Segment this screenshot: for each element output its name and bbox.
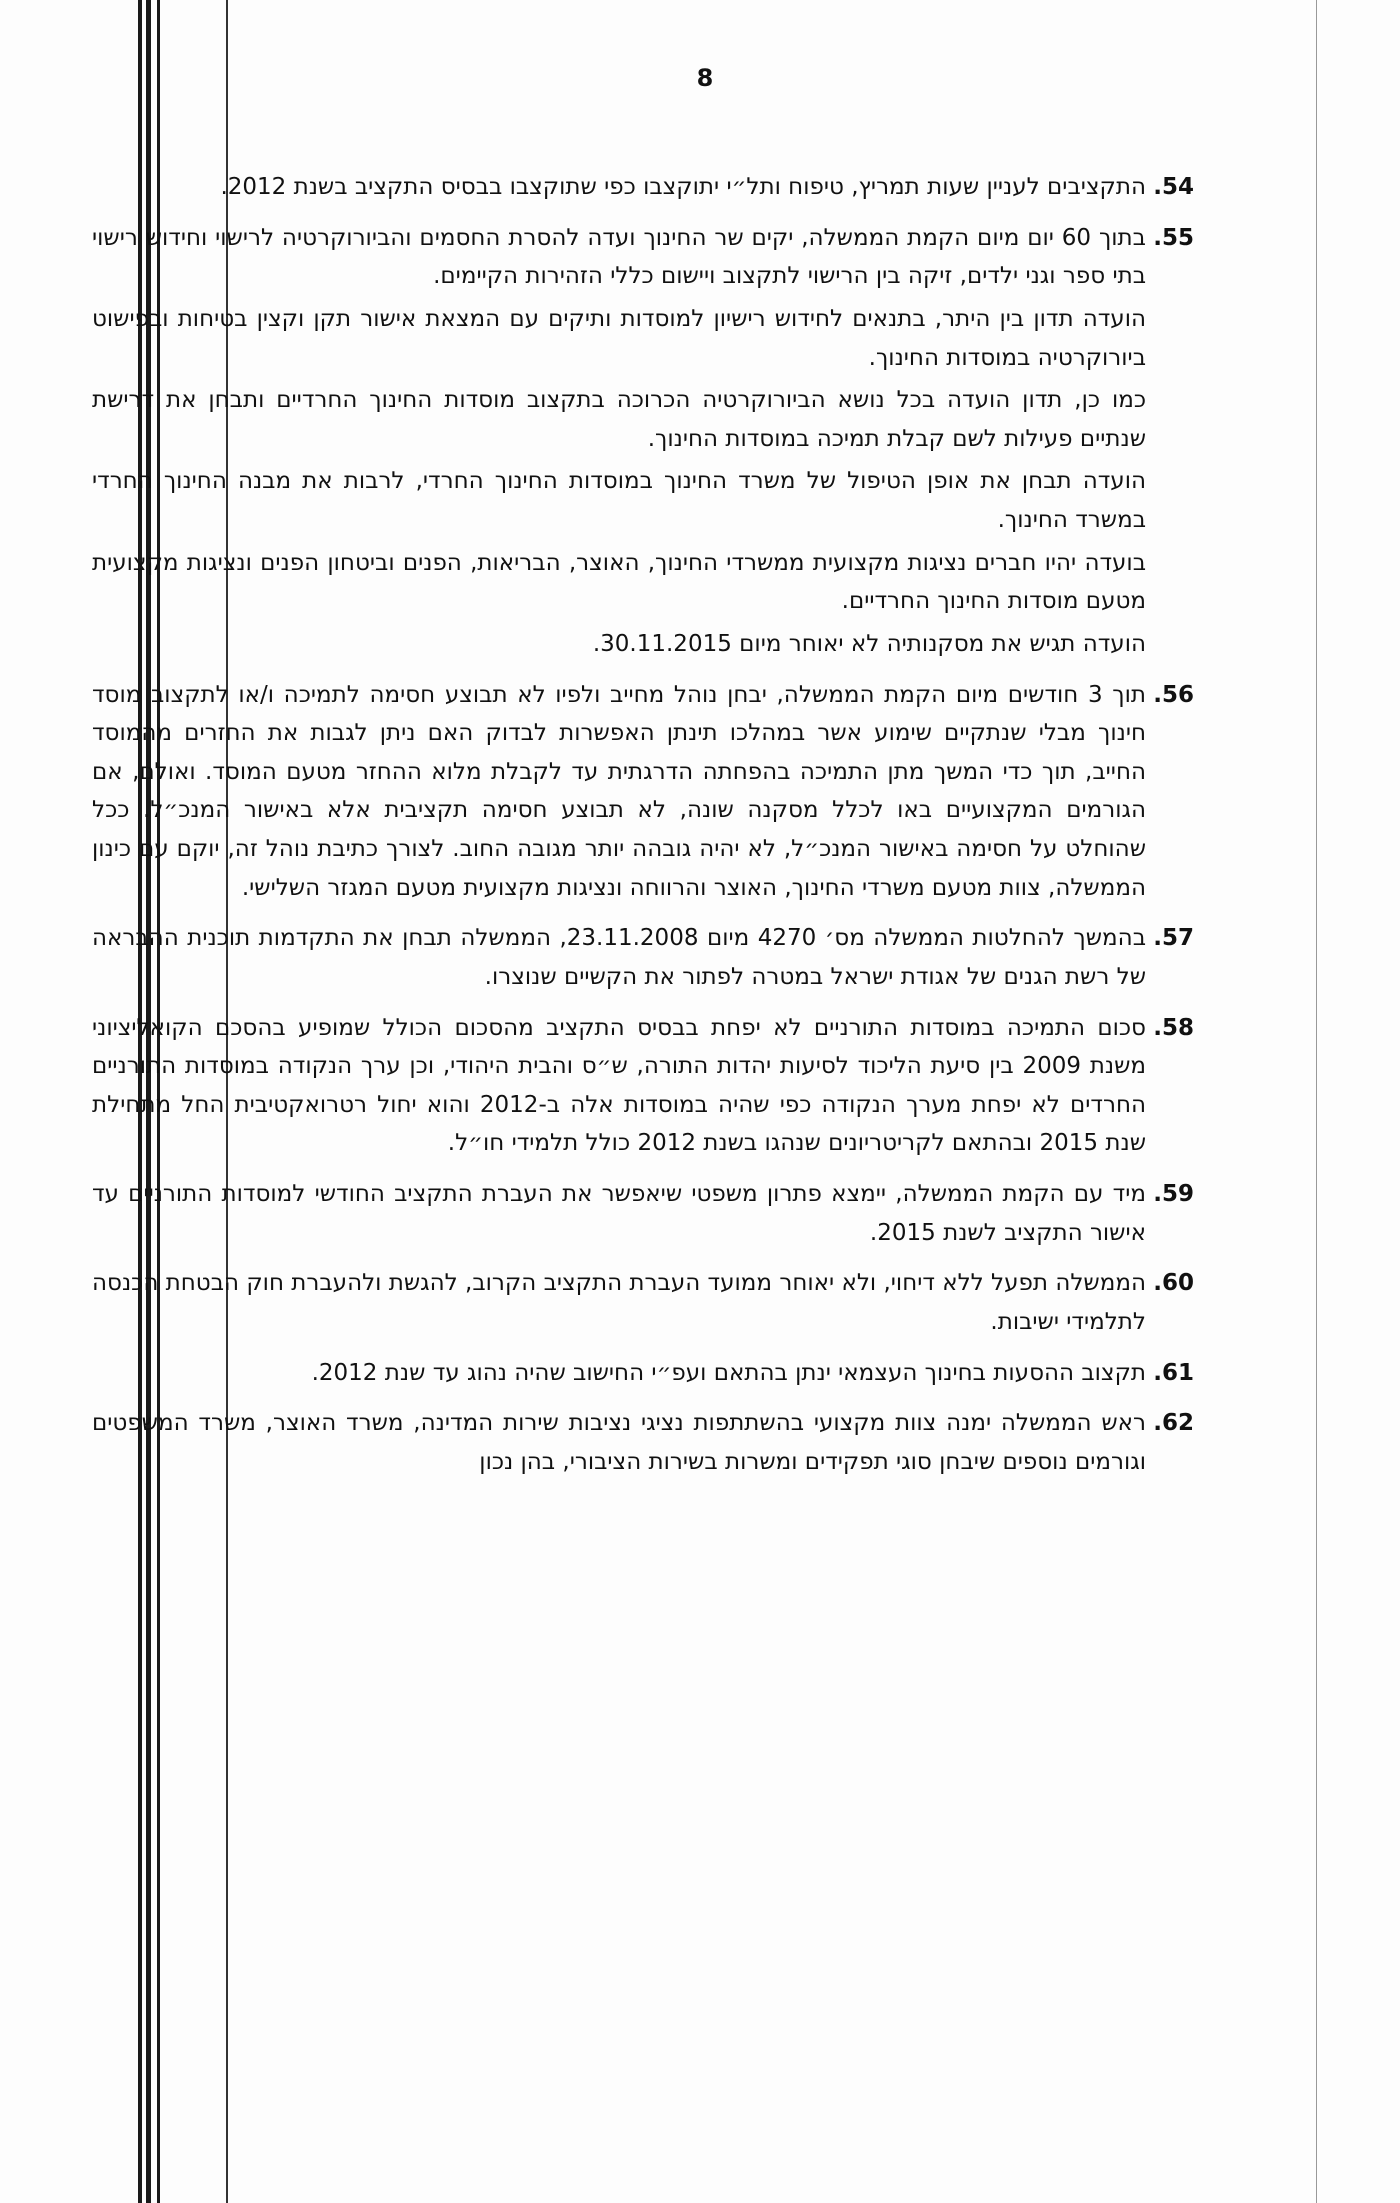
clause-62 [92,1404,1194,1481]
clause-text: סכום התמיכה במוסדות התורניים לא יפחת בבסיס התקציב מהסכום הכולל שמופיע בהסכם הקואליציוני משנת 2009 בין סיעת הליכוד לסיעות יהדות התורה, ש״ס והבית היהודי, וכן ערך הנקודה במוסדות התורניים החרדים לא יפחת מערך הנקודה כפי שהיה במוסדות אלה ב-2012 והוא יחול רטרואקטיבית החל מתחילת שנת 2015 ובהתאם לקריטריונים שנהגו בשנת 2012 כולל תלמידי חו״ל. [92,1014,1146,1157]
clause-number: .55 [1153,224,1194,251]
clause-number: .60 [1153,1270,1194,1297]
document-body [92,168,1194,1493]
clause-text: כמו כן, תדון הועדה בכל נושא הביורוקרטיה הכרוכה בתקצוב מוסדות החינוך החרדיים ותבחן את דרישת שנתיים פעילות לשם קבלת תמיכה במוסדות החינוך. [92,387,1146,452]
clause-text: בועדה יהיו חברים נציגות מקצועית ממשרדי החינוך, האוצר, הבריאות, הפנים וביטחון הפנים ונציגות מקצועית מטעם מוסדות החינוך החרדיים. [92,549,1146,615]
page-number: 8 [696,64,714,92]
clause-59 [92,1175,1194,1252]
clause-55 [92,219,1194,664]
clause-number: .59 [1153,1181,1194,1207]
clause-text: התקציבים לעניין שעות תמריץ, טיפוח ותל״י יתוקצבו כפי שתוקצבו בבסיס התקציב בשנת 2012. [220,174,1146,200]
clause-60 [92,1264,1194,1341]
clause-number: .54 [1153,174,1194,200]
clause-text: בהמשך להחלטות הממשלה מס׳ 4270 מיום 23.11.2008, הממשלה תבחן את התקדמות תוכנית ההבראה של רשת הגנים של אגודת ישראל במטרה לפתור את הקשיים שנוצרו. [92,925,1146,990]
clause-number: .58 [1153,1014,1194,1041]
clause-text: הועדה תדון בין היתר, בתנאים לחידוש רישיון למוסדות ותיקים עם המצאת אישור תקן וקצין בטיחות ובפישוט ביורוקרטיה במוסדות החינוך. [92,305,1146,371]
clause-text: הממשלה תפעל ללא דיחוי, ולא יאוחר ממועד העברת התקציב הקרוב, להגשת ולהעברת חוק הבטחת הכנסה לתלמידי ישיבות. [92,1270,1146,1335]
clause-text: ראש הממשלה ימנה צוות מקצועי בהשתתפות נציגי נציבות שירות המדינה, משרד האוצר, משרד המשפטים וגורמים נוספים שיבחן סוגי תפקידים ומשרות בשירות הציבורי, בהן נכון [92,1410,1146,1475]
clause-56 [92,676,1194,908]
clause-text: הועדה תבחן את אופן הטיפול של משרד החינוך במוסדות החינוך החרדי, לרבות את מבנה החינוך החרדי במשרד החינוך. [92,468,1146,533]
clause-text: תקצוב ההסעות בחינוך העצמאי ינתן בהתאם ועפ״י החישוב שהיה נהוג עד שנת 2012. [311,1359,1146,1386]
page-edge [1316,0,1317,2203]
clause-61 [92,1354,1194,1393]
clause-number: .61 [1153,1359,1194,1386]
clause-text: בתוך 60 יום מיום הקמת הממשלה, יקים שר החינוך ועדה להסרת החסמים והביורוקרטיה לרישוי וחידוש רישוי בתי ספר וגני ילדים, זיקה בין הרישוי לתקצוב ויישום כללי הזהירות הקיימים. [92,224,1146,290]
clause-58 [92,1009,1194,1164]
clause-54 [92,168,1194,207]
clause-number: .62 [1153,1410,1194,1437]
clause-text: הועדה תגיש את מסקנותיה לא יאוחר מיום 30.11.2015. [592,630,1146,657]
clause-number: .56 [1153,681,1194,708]
clause-text: מיד עם הקמת הממשלה, יימצא פתרון משפטי שיאפשר את העברת התקציב החודשי למוסדות התורניים עד אישור התקציב לשנת 2015. [92,1181,1146,1246]
clause-text: תוך 3 חודשים מיום הקמת הממשלה, יבחן נוהל מחייב ולפיו לא תבוצע חסימה לתמיכה ו/או לתקצוב מוסד חינוך מבלי שנתקיים שימוע אשר במהלכו תינתן האפשרות לבדוק האם ניתן לגבות את החזרים מהמוסד החייב, תוך כדי המשך מתן התמיכה בהפחתה הדרגתית עד לקבלת מלוא ההחזר מטעם המוסד. ואולם, אם הגורמים המקצועיים באו לכלל מסקנה שונה, לא תבוצע חסימה תקציבית אלא באישור המנכ״ל. ככל שהוחלט על חסימה באישור המנכ״ל, לא יהיה גובהה יותר מגובה החוב. לצורך כתיבת נוהל זה, יוקם עם כינון הממשלה, צוות מטעם משרדי החינוך, האוצר והרווחה ונציגות מקצועית מטעם המגזר השלישי. [92,681,1146,901]
clause-57 [92,919,1194,996]
clause-number: .57 [1153,925,1194,952]
